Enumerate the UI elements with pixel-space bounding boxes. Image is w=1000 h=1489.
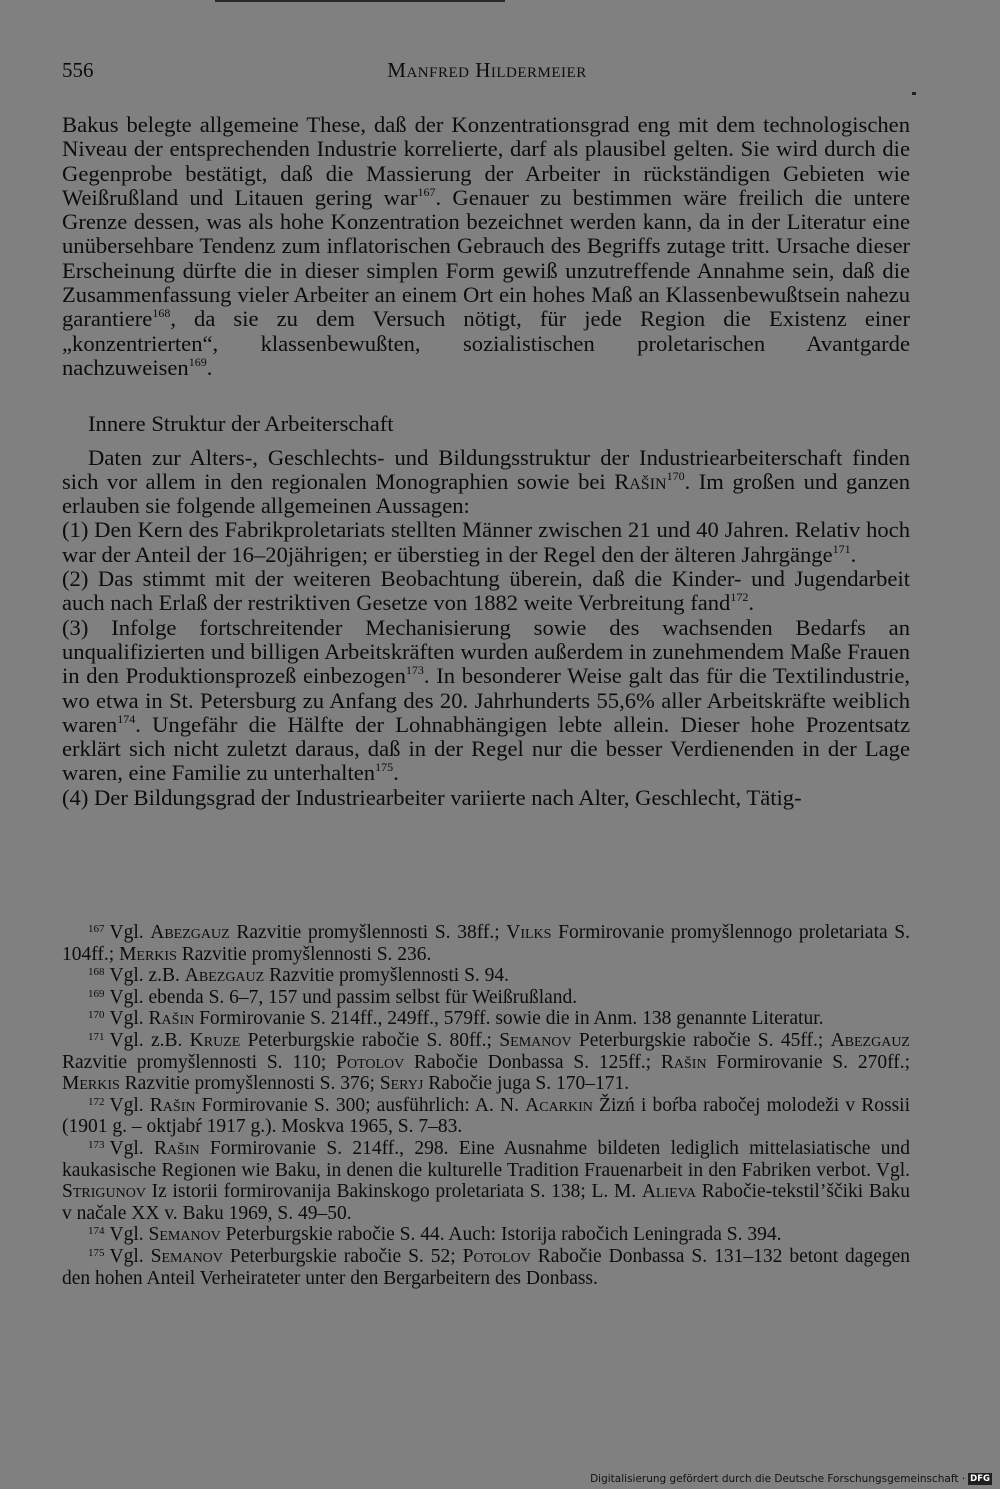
footnote-number: 167 (88, 923, 105, 935)
list-item-1 (62, 518, 910, 567)
author-name: Strigunov (62, 1181, 146, 1203)
footnote-168 (62, 965, 910, 987)
text-run: Daten zur Alters-, Geschlechts- und Bildungsstruktur der Industriearbeiterschaft finden sich vor allem in den regionalen Monographien sowie bei (62, 444, 910, 494)
footnote-ref[interactable]: 169 (188, 354, 207, 369)
footnote-ref[interactable]: 171 (832, 541, 851, 556)
main-text (62, 113, 910, 810)
author-name: Alieva (641, 1181, 697, 1203)
author-name: Semanov (150, 1245, 223, 1267)
text-run: Peterburgskie rabočie S. 44. Auch: Istorija rabočich Leningrada S. 394. (220, 1224, 782, 1246)
text-run: Formirovanie S. 270ff.; (706, 1051, 911, 1073)
credit-text: Digitalisierung gefördert durch die Deutsche Forschungsgemeinschaft · (590, 1473, 966, 1485)
text-run: Vgl. z.B. (109, 965, 185, 987)
text-run: (2) Das stimmt mit der weiteren Beobachtung überein, daß die Kinder- und Jugendarbeit auch nach Erlaß der restriktiven Gesetze von 1882 weite Verbreitung fand (62, 566, 910, 616)
digitization-credit (590, 1473, 992, 1485)
footnote-174 (62, 1224, 910, 1246)
text-run: Razvitie promyšlennosti S. 38ff.; (229, 922, 507, 943)
text-run: Vgl. (109, 1245, 151, 1267)
text-run: Vgl. (109, 1094, 150, 1116)
author-name: Rašin (660, 1051, 707, 1073)
author-name: Semanov (148, 1224, 221, 1246)
text-run: . In besonderer Weise galt das für die Textilindustrie, wo etwa in St. Petersburg zu Anfang des 20. Jahrhunderts 55,6% aller Arbeitskräfte weiblich waren (62, 663, 910, 737)
text-run: Rabočie Donbassa S. 131–132 betont dagegen den hohen Anteil Verheirateter unter den Bergarbeitern des Donbass. (62, 1245, 911, 1289)
text-run: Rabočie Donbassa S. 125ff.; (404, 1051, 661, 1073)
text-run: Formirovanie promyšlennogo proletariata S. 104ff.; (62, 922, 910, 965)
text-run: (4) Der Bildungsgrad der Industriearbeiter variierte nach Alter, Geschlecht, Tätig- (62, 784, 802, 810)
footnote-175 (62, 1246, 910, 1289)
text-run: . (748, 590, 755, 616)
text-run: . Ungefähr die Hälfte der Lohnabhängigen lebte allein. Dieser hohe Prozentsatz erklärt sich nicht zuletzt daraus, daß in der Regel nur die besser Verdienenden in der Lage waren, eine Familie zu unterhalten (62, 711, 910, 786)
text-run: Razvitie promyšlennosti S. 376; (119, 1073, 380, 1095)
text-run: Peterburgskie rabočie S. 80ff.; (240, 1029, 500, 1051)
text-run: Iz istorii formirovanija Bakinskogo proletariata S. 138; L. M. (145, 1181, 642, 1203)
author-name: Acarkin (525, 1094, 593, 1116)
text-run: (3) Infolge fortschreitender Mechanisierung sowie des wachsenden Bedarfs an unqualifizierten und billigen Arbeitskräften wurden außerdem in zunehmendem Maße Frauen in den Produktionsprozeß einbezogen (62, 614, 910, 689)
list-item-3 (62, 616, 910, 786)
author-name: Merkis (119, 943, 177, 965)
text-run: Razvitie promyšlennosti S. 236. (176, 943, 432, 965)
text-run: Formirovanie S. 300; ausführlich: A. N. (195, 1094, 526, 1116)
author-name: Abezgauz (184, 965, 265, 987)
dfg-logo: DFG (970, 1474, 990, 1484)
page-number: 556 (62, 58, 94, 82)
author-name: Semanov (499, 1029, 572, 1051)
running-head-author: Manfred Hildermeier (387, 58, 587, 82)
list-item-2 (62, 567, 910, 616)
footnote-ref[interactable]: 170 (666, 468, 685, 483)
footnote-167 (62, 922, 910, 965)
text-run: Peterburgskie rabočie S. 45ff.; (571, 1029, 831, 1051)
footnote-number: 170 (88, 1009, 105, 1022)
text-run: Bakus belegte allgemeine These, daß der Konzentrationsgrad eng mit dem technologischen Niveau der entsprechenden Industrie korrelierte, darf als plausibel gelten. Sie wird durch die Gegenprobe bestätigt, daß die Massierung der Arbeiter in rückständigen Gebieten wie Weißrußland und Litauen gering war (62, 112, 910, 210)
text-run: Rabočie-tekstil’ščiki Baku v načale XX v. Baku 1969, S. 49–50. (62, 1181, 910, 1224)
text-run: Vgl. (109, 1008, 149, 1030)
text-run: Vgl. z.B. (109, 1029, 190, 1051)
author-name: Rašin (149, 1094, 196, 1116)
top-edge-line (215, 0, 505, 2)
footnote-ref[interactable]: 172 (730, 590, 749, 605)
text-run: . Genauer zu bestimmen wäre freilich die untere Grenze dessen, was als hohe Konzentration bezeichnet werden kann, da in der Literatur eine unübersehbare Tendenz zum inflatorischen Gebrauch des Begriffs zutage tritt. Ursache dieser Erscheinung dürfte die in dieser simplen Form gewiß unzutreffende Annahme sein, daß die Zusammenfassung vieler Arbeiter an einem Ort ein hohes Maß an Klassenbewußtsein nahezu garantiere (62, 184, 910, 332)
author-name: Potolov (336, 1051, 405, 1073)
text-run: Vgl. ebenda S. 6–7, 157 und passim selbst für Weißrußland. (109, 986, 578, 1008)
text-run: Peterburgskie rabočie S. 52; (222, 1245, 463, 1267)
list-item-4 (62, 786, 910, 810)
footnote-number: 172 (88, 1095, 105, 1108)
author-name: Abezgauz (150, 922, 230, 943)
author-name: Merkis (62, 1073, 120, 1095)
author-name: Abezgauz (830, 1029, 910, 1051)
text-run: (1) Den Kern des Fabrikproletariats stellten Männer zwischen 21 und 40 Jahren. Relativ hoch war der Anteil der 16–20jährigen; er überstieg in der Regel den der älteren Jahrgänge (62, 517, 910, 567)
footnote-170 (62, 1008, 910, 1030)
text-run: , da sie zu dem Versuch nötigt, für jede Region die Existenz einer „konzentrierten“, klassenbewußten, sozialistischen proletarischen Avantgarde nachzuweisen (62, 306, 910, 380)
author-name: Rašin (614, 468, 667, 494)
paragraph-concentration (62, 113, 910, 380)
text-run: . Im großen und ganzen erlauben sie folgende allgemeinen Aussagen: (62, 468, 910, 519)
text-run: . (850, 541, 857, 567)
footnote-ref[interactable]: 168 (152, 306, 171, 321)
author-name: Kruze (189, 1029, 241, 1051)
footnote-number: 174 (88, 1225, 105, 1238)
footnote-number: 168 (88, 966, 105, 979)
text-run: Razvitie promyšlennosti S. 110; (62, 1051, 337, 1073)
footnote-172 (62, 1095, 910, 1138)
footnote-number: 171 (88, 1030, 105, 1043)
text-run: . (393, 760, 399, 786)
text-run: Formirovanie S. 214ff., 249ff., 579ff. sowie die in Anm. 138 genannte Literatur. (194, 1008, 824, 1030)
scan-speck (912, 92, 916, 95)
footnotes (62, 922, 910, 1289)
text-run: Vgl. (109, 1137, 154, 1159)
footnote-number: 173 (88, 1138, 105, 1151)
author-name: Vilks (506, 922, 552, 943)
footnote-169 (62, 987, 910, 1009)
footnote-ref[interactable]: 173 (405, 663, 424, 678)
footnote-ref[interactable]: 167 (417, 184, 436, 199)
footnote-171 (62, 1030, 910, 1095)
running-header (62, 58, 912, 88)
text-run: Žizń i boŕba rabočej molodeži v Rossii (1901 g. – oktjabŕ 1917 g.). Moskva 1965, S. 7–83. (62, 1094, 911, 1138)
author-name: Rašin (148, 1008, 195, 1030)
paragraph-structure (62, 446, 910, 519)
footnote-173 (62, 1138, 910, 1224)
text-run: . (206, 354, 213, 380)
author-name: Rašin (153, 1137, 200, 1159)
author-name: Potolov (462, 1245, 531, 1267)
text-run: Rabočie juga S. 170–171. (423, 1073, 630, 1095)
text-run: Razvitie promyšlennosti S. 94. (264, 965, 510, 987)
footnote-ref[interactable]: 175 (375, 760, 394, 775)
text-run: Vgl. (109, 1224, 149, 1246)
footnote-number: 169 (88, 987, 105, 1000)
text-run: Vgl. (109, 922, 151, 943)
section-heading: Innere Struktur der Arbeiterschaft (88, 411, 394, 437)
footnote-number: 175 (88, 1246, 105, 1259)
author-name: Seryj (379, 1073, 424, 1095)
footnote-ref[interactable]: 174 (117, 711, 136, 726)
text-run: Formirovanie S. 214ff., 298. Eine Ausnahme bildeten lediglich mittelasiatische und kaukasische Regionen wie Baku, in denen die kulturelle Tradition Frauenarbeit in den Fabriken verbot. Vgl. (62, 1137, 910, 1181)
